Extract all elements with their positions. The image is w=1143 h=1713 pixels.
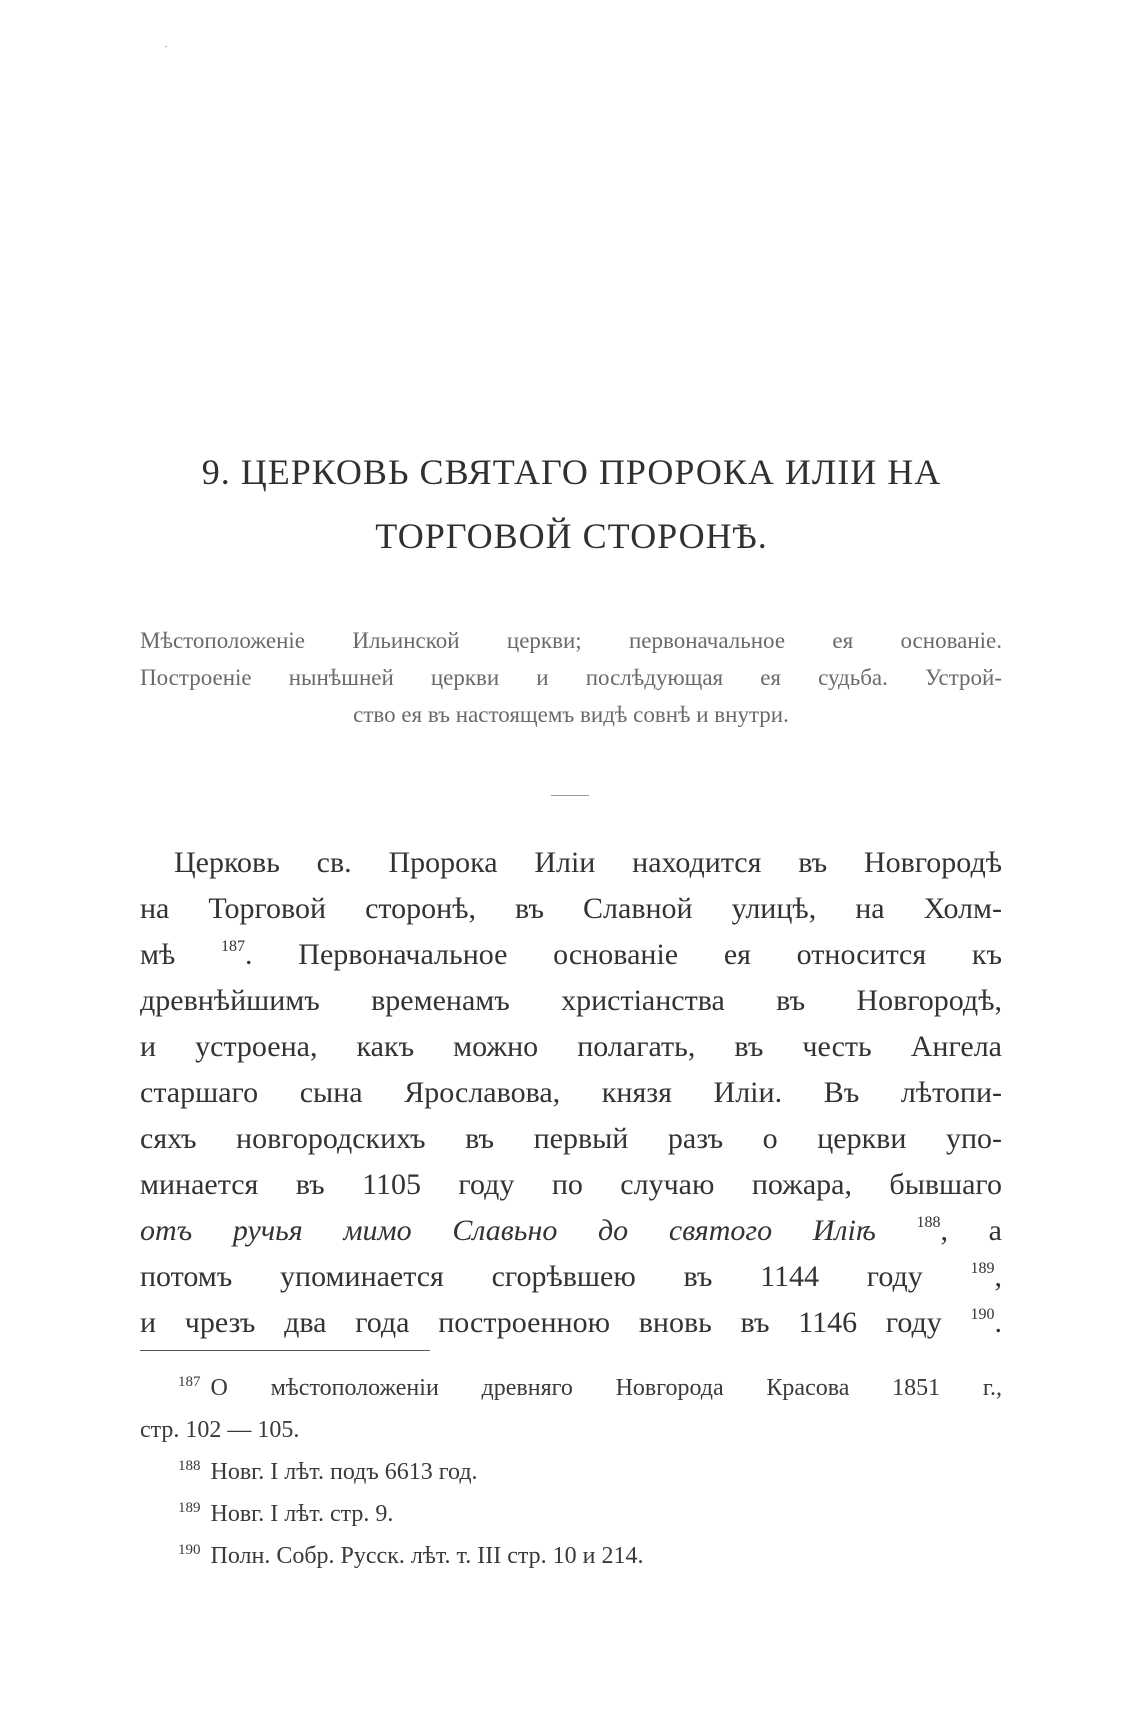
footnote-text: Полн. Собр. Русск. лѣт. т. III стр. 10 и 214. xyxy=(210,1543,644,1569)
body-line xyxy=(140,932,1002,978)
summary-line-1: Мѣстоположеніе Ильинской церкви; первоначальное ея основаніе. xyxy=(140,628,1002,653)
footnote-ref-190: 190 xyxy=(970,1306,995,1323)
body-line: старшаго сына Ярославова, князя Иліи. Въ лѣтопи- xyxy=(140,1076,1002,1109)
body-line xyxy=(140,1254,1002,1300)
body-line: Церковь св. Пророка Иліи находится въ Новгородѣ xyxy=(174,846,1002,879)
footnote-number: 189 xyxy=(178,1500,201,1516)
body-text-segment: потомъ упоминается сгорѣвшею въ 1144 году xyxy=(140,1260,923,1293)
body-line: минается въ 1105 году по случаю пожара, бывшаго xyxy=(140,1168,1002,1201)
footnotes xyxy=(140,1367,1002,1577)
footnote-text: О мѣстоположеніи древняго Новгорода Красова 1851 г., xyxy=(210,1375,1002,1401)
footnote-rule xyxy=(140,1350,430,1351)
chapter-title xyxy=(120,440,1023,568)
footnote-text: Новг. I лѣт. стр. 9. xyxy=(210,1501,394,1527)
body-line xyxy=(140,1208,1002,1254)
footnote-187 xyxy=(140,1367,1002,1409)
summary-line-2: Построеніе нынѣшней церкви и послѣдующая ея судьба. Устрой- xyxy=(140,665,1002,690)
summary-line-3: ство ея въ настоящемъ видѣ совнѣ и внутри. xyxy=(353,702,789,727)
body-text-segment: . xyxy=(994,1306,1003,1339)
footnote-number: 187 xyxy=(178,1374,201,1390)
body-text-segment: , а xyxy=(940,1214,1002,1247)
footnote-188 xyxy=(140,1451,1002,1493)
footnote-ref-188: 188 xyxy=(916,1214,941,1231)
body-line xyxy=(140,1300,1002,1346)
chapter-title-line-2: ТОРГОВОЙ СТОРОНѢ. xyxy=(375,516,768,556)
body-text-segment: . Первоначальное основаніе ея относится къ xyxy=(245,938,1002,971)
section-divider xyxy=(551,795,589,796)
body-line: древнѣйшимъ временамъ христіанства въ Новгородѣ, xyxy=(140,984,1002,1017)
body-text-segment: , xyxy=(994,1260,1003,1293)
chronicle-quote: отъ ручья мимо Славьно до святого Иліѣ xyxy=(140,1214,876,1247)
body-line: сяхъ новгородскихъ въ первый разъ о церкви упо- xyxy=(140,1122,1002,1155)
footnote-number: 190 xyxy=(178,1542,201,1558)
chapter-title-line-1: 9. ЦЕРКОВЬ СВЯТАГО ПРОРОКА ИЛІИ НА xyxy=(201,452,942,492)
footnote-text: Новг. I лѣт. подъ 6613 год. xyxy=(210,1459,478,1485)
footnote-187-continuation: стр. 102 — 105. xyxy=(140,1417,300,1443)
body-line: и устроена, какъ можно полагать, въ честь Ангела xyxy=(140,1030,1002,1063)
footnote-ref-189: 189 xyxy=(970,1260,995,1277)
ink-speck: · xyxy=(164,40,168,54)
footnote-189 xyxy=(140,1493,1002,1535)
body-text-segment: и чрезъ два года построенною вновь въ 1146 году xyxy=(140,1306,942,1339)
footnote-190 xyxy=(140,1535,1002,1577)
body-paragraph xyxy=(140,840,1002,1346)
body-line: на Торговой сторонѣ, въ Славной улицѣ, на Холм- xyxy=(140,892,1002,925)
body-text-segment: мѣ xyxy=(140,938,176,971)
footnote-number: 188 xyxy=(178,1458,201,1474)
chapter-summary xyxy=(140,622,1002,733)
footnote-ref-187: 187 xyxy=(221,938,246,955)
